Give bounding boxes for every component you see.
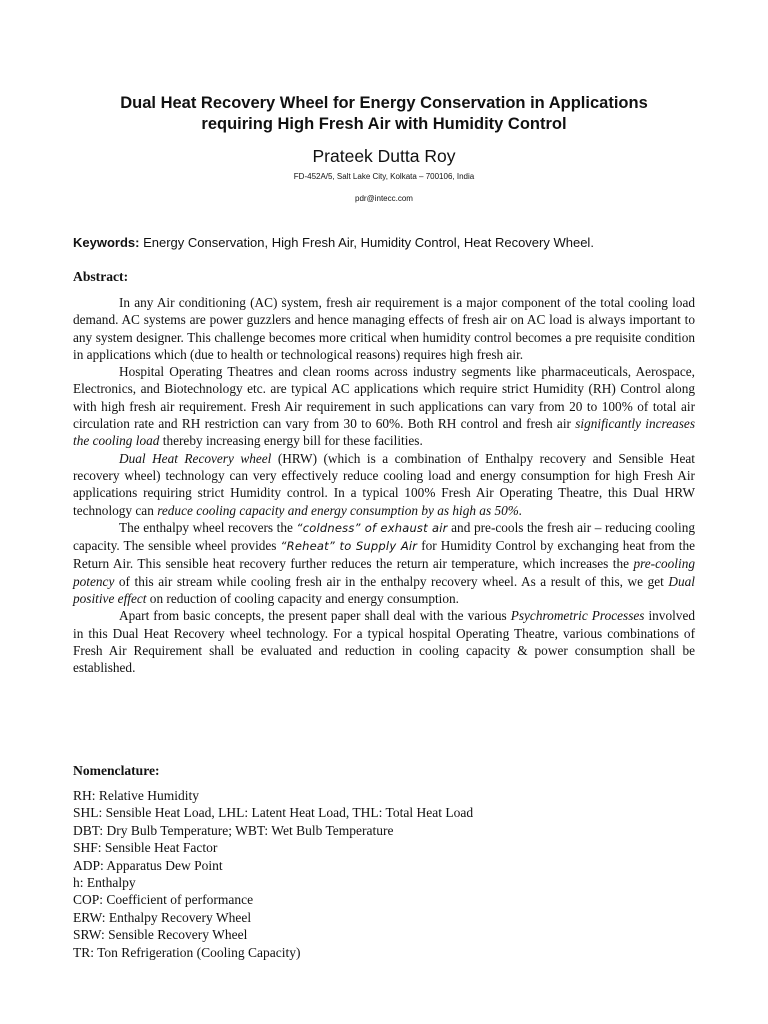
title-line-2: requiring High Fresh Air with Humidity Control [201, 115, 567, 133]
nomenclature-item: TR: Ton Refrigeration (Cooling Capacity) [73, 944, 301, 960]
abstract-p4-text-i: on reduction of cooling capacity and energy consumption. [146, 591, 459, 607]
abstract-paragraph-3 [73, 450, 695, 519]
abstract-p2-text-c: thereby increasing energy bill for these facilities. [159, 433, 423, 449]
abstract-p4-text-a: The enthalpy wheel recovers the [119, 519, 297, 535]
abstract-heading: Abstract: [73, 269, 129, 284]
nomenclature-list [73, 787, 695, 961]
nomenclature-item: RH: Relative Humidity [73, 788, 199, 803]
abstract-p4-emphasis-h: Dual positive effect [73, 573, 695, 607]
keywords-label: Keywords: [73, 235, 140, 250]
abstract-p3-emphasis-c: reduce cooling capacity and energy consumption by as high as 50%. [157, 502, 523, 518]
keywords-line [73, 235, 723, 250]
abstract-paragraph-4 [73, 519, 695, 607]
abstract-p5-emphasis-b: Psychrometric Processes [510, 608, 645, 624]
abstract-p3-text-b: (HRW) (which is a combination of Enthalpy recovery and Sensible Heat recovery wheel) technology can very effectively reduce cooling load and energy consumption for high Fresh Air applications requiring strict Humidity control. In a typical 100% Fresh Air Operating Theatre, this Dual HRW technology can [73, 450, 695, 518]
abstract-paragraph-5 [73, 607, 695, 676]
title-line-1: Dual Heat Recovery Wheel for Energy Conservation in Applications [120, 94, 648, 112]
abstract-p4-text-g: of this air stream while cooling fresh air in the enthalpy recovery wheel. As a result of this, we get [114, 573, 669, 589]
nomenclature-item: SHL: Sensible Heat Load, LHL: Latent Heat Load, THL: Total Heat Load [73, 805, 474, 821]
author-email: pdr@intecc.com [355, 194, 413, 203]
abstract-p4-emphasis-b: “coldness” of exhaust air [296, 520, 448, 535]
abstract-p5-text-c: involved in this Dual Heat Recovery wheel technology. For a typical hospital Operating Theatre, various combinations of Fresh Air Requirement shall be evaluated and reduction in cooling capacity & power consumption shall be established. [73, 608, 695, 676]
nomenclature-item: ADP: Apparatus Dew Point [73, 857, 223, 873]
abstract-p4-emphasis-f: pre-cooling potency [73, 556, 695, 589]
author-affiliation: FD-452A/5, Salt Lake City, Kolkata – 700106, India [293, 172, 475, 181]
nomenclature-item: SHF: Sensible Heat Factor [73, 840, 218, 856]
nomenclature-item: COP: Coefficient of performance [73, 892, 254, 908]
paper-title [60, 93, 708, 135]
abstract-paragraph-1: In any Air conditioning (AC) system, fresh air requirement is a major component of the total cooling load demand. AC systems are power guzzlers and hence managing effects of fresh air on AC load is always important to any system designer. This challenge becomes more critical when humidity control becomes a pre requisite condition in applications which (due to health or technological reasons) requires high fresh air. [73, 295, 695, 362]
abstract-p4-text-e: for Humidity Control by exchanging heat from the Return Air. This sensible heat recovery further reduces the return air temperature, which increases the [73, 538, 696, 572]
nomenclature-heading: Nomenclature: [73, 763, 160, 778]
keywords-text: Energy Conservation, High Fresh Air, Humidity Control, Heat Recovery Wheel. [139, 235, 594, 250]
abstract-p2-text-a: Hospital Operating Theatres and clean rooms across industry segments like pharmaceuticals, Aerospace, Electronics, and Biotechnology etc. are typical AC applications which require strict Humidity (RH) Control along with high fresh air requirement. Fresh Air requirement in such applications can vary from 20 to 100% of total air circulation rate and RH restriction can vary from 30 to 60%. Both RH control and fresh air [73, 364, 695, 432]
nomenclature-item: DBT: Dry Bulb Temperature; WBT: Wet Bulb Temperature [73, 822, 394, 838]
abstract-p2-emphasis: significantly increases the cooling load [73, 416, 695, 449]
abstract-p3-emphasis-a: Dual Heat Recovery wheel [119, 450, 272, 466]
abstract-p4-text-c: and pre-cools the fresh air – reducing cooling capacity. The sensible wheel provides [73, 519, 695, 554]
nomenclature-item: ERW: Enthalpy Recovery Wheel [73, 909, 252, 925]
abstract-paragraph-2 [73, 363, 695, 449]
nomenclature-item: h: Enthalpy [73, 875, 136, 891]
abstract-body [73, 294, 695, 677]
nomenclature-item: SRW: Sensible Recovery Wheel [73, 927, 248, 943]
author-name: Prateek Dutta Roy [312, 146, 456, 166]
abstract-p4-emphasis-d: “Reheat” to Supply Air [280, 539, 418, 554]
abstract-p5-text-a: Apart from basic concepts, the present paper shall deal with the various [119, 608, 511, 624]
